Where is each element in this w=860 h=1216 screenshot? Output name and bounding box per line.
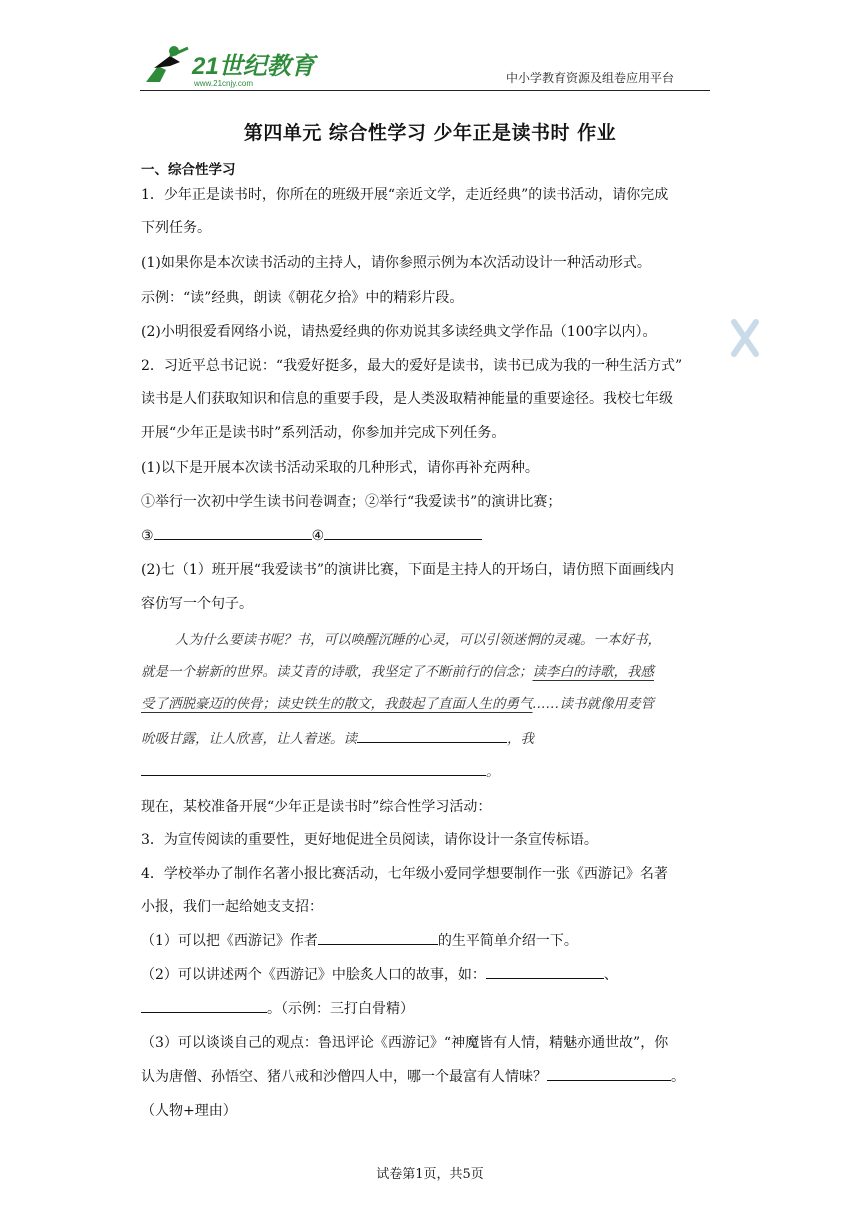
author-blank[interactable]	[318, 930, 438, 945]
q4-sub1	[141, 930, 578, 950]
blank-label-4: ④	[311, 528, 325, 544]
underlined-model-end: 受了洒脱豪迈的侠骨；读史铁生的散文，我鼓起了直面人生的勇气	[141, 696, 533, 712]
q2-sub2-line1: (2)七（1）班开展“我爱读书”的演讲比赛，下面是主持人的开场白，请仿照下面画线内	[141, 562, 675, 578]
q3-text: 3．为宣传阅读的重要性，更好地促进全员阅读，请你设计一条宣传标语。	[141, 832, 598, 848]
speech-line4-end: ，我	[507, 731, 534, 747]
logo-text: 21世纪教育	[192, 53, 315, 80]
watermark-mark	[730, 318, 760, 358]
q4-sub3-text: 认为唐僧、孙悟空、猪八戒和沙僧四人中，哪一个最富有人情味？	[141, 1069, 547, 1085]
q4-sub2-sep: 、	[603, 967, 618, 983]
underlined-model-start: 读李白的诗歌，我感	[532, 664, 654, 680]
q4-sub2	[141, 964, 618, 984]
q2-sub1: (1)以下是开展本次读书活动采取的几种形式，请你再补充两种。	[141, 460, 539, 476]
page-title: 第四单元 综合性学习 少年正是读书时 作业	[243, 122, 617, 144]
q4-sub1-text: （1）可以把《西游记》作者	[141, 933, 318, 949]
speech-line3-text: ……读书就像用麦管	[532, 696, 654, 712]
q2-line1: 2．习近平总书记说：“我爱好挺多，最大的爱好是读书，读书已成为我的一种生活方式”	[141, 358, 683, 374]
q4-line1: 4．学校举办了制作名著小报比赛活动，七年级小爱同学想要制作一张《西游记》名著	[141, 866, 668, 882]
speech-line1: 人为什么要读书呢？书，可以唤醒沉睡的心灵，可以引领迷惘的灵魂。一本好书，	[175, 632, 661, 648]
q2-sub2-line2: 容仿写一个句子。	[141, 596, 253, 612]
q4-sub3-line3: （人物+理由）	[141, 1103, 237, 1119]
story-blank-1[interactable]	[486, 964, 604, 979]
imitation-blank-1[interactable]	[357, 728, 507, 743]
q2-line3: 开展“少年正是读书时”系列活动，你参加并完成下列任务。	[141, 425, 506, 441]
site-logo	[140, 42, 320, 88]
speech-line3	[141, 692, 654, 712]
activity-intro: 现在，某校准备开展“少年正是读书时”综合性学习活动：	[141, 799, 492, 815]
speech-line5-end: 。	[486, 764, 500, 780]
platform-name: 中小学教育资源及组卷应用平台	[505, 71, 674, 85]
q4-sub1-end: 的生平简单介绍一下。	[437, 933, 578, 949]
answer-blank-3[interactable]	[154, 525, 312, 540]
q1-sub2: (2)小明很爱看网络小说，请热爱经典的你劝说其多读经典文学作品（100字以内）。	[141, 324, 657, 340]
q4-sub3-line2	[141, 1066, 685, 1086]
logo-url: www.21cnjy.com	[194, 79, 253, 88]
page-footer: 试卷第1页，共5页	[376, 1167, 484, 1182]
imitation-blank-2[interactable]	[141, 761, 486, 776]
q4-line2: 小报，我们一起给她支支招：	[141, 899, 323, 915]
answer-blank-4[interactable]	[324, 525, 482, 540]
q4-sub3-line1: （3）可以谈谈自己的观点：鲁迅评论《西游记》“神魔皆有人情，精魅亦通世故”，你	[141, 1035, 669, 1051]
q1-line2: 下列任务。	[141, 220, 211, 236]
q4-sub2-example: 。（示例：三打白骨精）	[267, 1001, 414, 1017]
q4-sub3-end: 。	[671, 1069, 685, 1085]
q2-options: ①举行一次初中学生读书问卷调查；②举行“我爱读书”的演讲比赛；	[141, 494, 562, 510]
q2-blanks	[141, 525, 482, 544]
q1-line1: 1．少年正是读书时，你所在的班级开展“亲近文学，走近经典”的读书活动，请你完成	[141, 187, 669, 203]
character-blank[interactable]	[547, 1066, 671, 1081]
page-header	[140, 42, 710, 91]
blank-label-3: ③	[141, 528, 154, 544]
q1-sub1: (1)如果你是本次读书活动的主持人，请你参照示例为本次活动设计一种活动形式。	[141, 255, 651, 271]
q2-line2: 读书是人们获取知识和信息的重要手段，是人类汲取精神能量的重要途径。我校七年级	[141, 391, 673, 407]
q1-example: 示例：“读”经典，朗读《朝花夕拾》中的精彩片段。	[141, 290, 464, 306]
speech-line4	[141, 727, 534, 747]
speech-line2-text: 就是一个崭新的世界。读艾青的诗歌，我坚定了不断前行的信念；	[141, 664, 533, 680]
speech-line5	[141, 760, 500, 780]
story-blank-2[interactable]	[141, 998, 267, 1013]
speech-line2	[141, 660, 654, 680]
section-heading: 一、综合性学习	[141, 162, 236, 178]
q4-sub2-text: （2）可以讲述两个《西游记》中脍炙人口的故事，如：	[141, 967, 486, 983]
speech-line4-text: 吮吸甘露，让人欣喜，让人着迷。读	[141, 731, 357, 747]
q4-sub2-cont	[141, 998, 414, 1018]
